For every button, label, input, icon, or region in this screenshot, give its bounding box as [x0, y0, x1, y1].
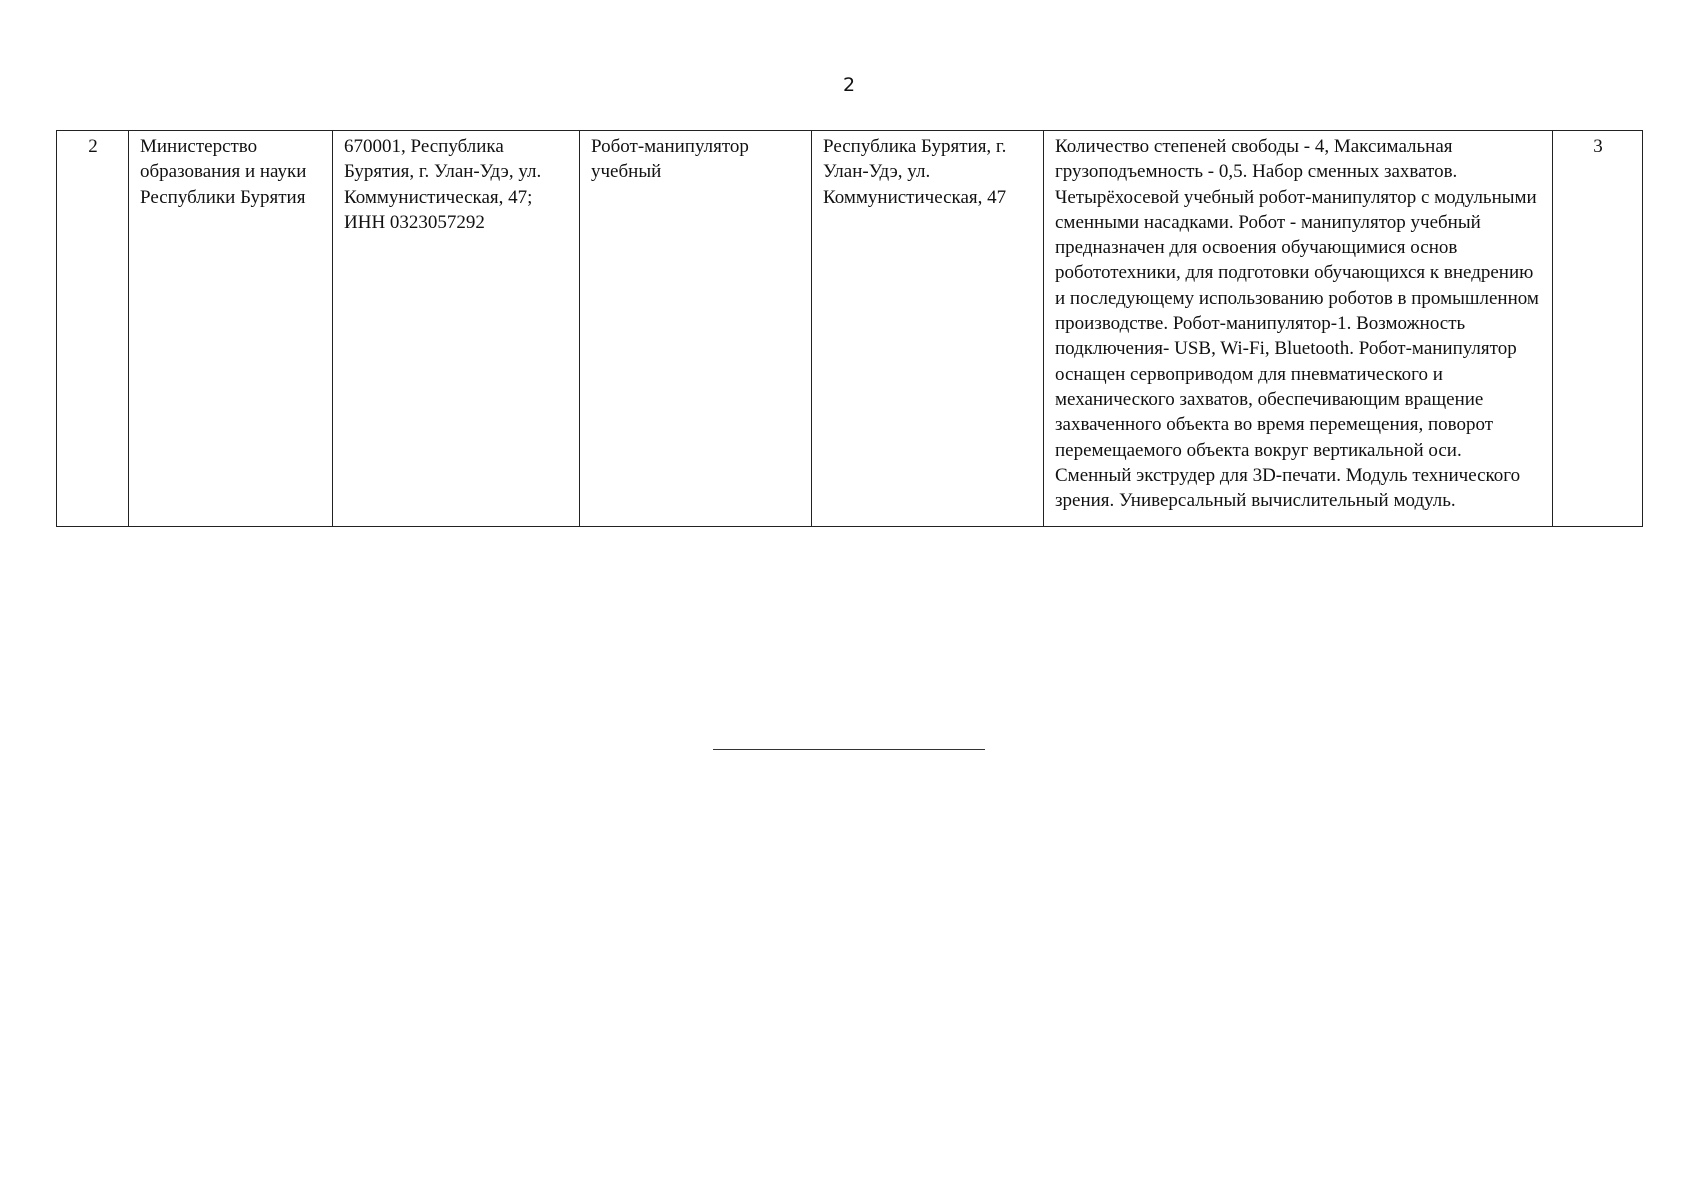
description-cell: Количество степеней свободы - 4, Максимальная грузоподъемность - 0,5. Набор сменных захватов. Четырёхосевой учебный робот-манипулятор с модульными сменными насадками. Робот - манипулятор учебный предназначен для освоения обучающимися основ робототехники, для подготовки обучающихся к внедрению и последующему использованию роботов в промышленном производстве. Робот-манипулятор-1. Возможность подключения- USB, Wi-Fi, Bluetooth. Робот-манипулятор оснащен сервоприводом для пневматического и механического захватов, обеспечивающим вращение захваченного объекта во время перемещения, поворот перемещаемого объекта вокруг вертикальной оси. Сменный экструдер для 3D-печати. Модуль технического зрения. Универсальный вычислительный модуль. [1044, 131, 1553, 527]
registry-table [56, 130, 1643, 527]
quantity-cell: 3 [1553, 131, 1643, 527]
location-cell: Республика Бурятия, г. Улан-Удэ, ул. Коммунистическая, 47 [812, 131, 1044, 527]
page-number: 2 [842, 74, 856, 96]
row-index-cell: 2 [57, 131, 129, 527]
table-row [57, 131, 1643, 527]
organization-cell: Министерство образования и науки Республики Бурятия [129, 131, 333, 527]
address-cell: 670001, Республика Бурятия, г. Улан-Удэ, ул. Коммунистическая, 47; ИНН 0323057292 [333, 131, 580, 527]
item-name-cell: Робот-манипулятор учебный [580, 131, 812, 527]
end-divider-line [713, 749, 985, 750]
